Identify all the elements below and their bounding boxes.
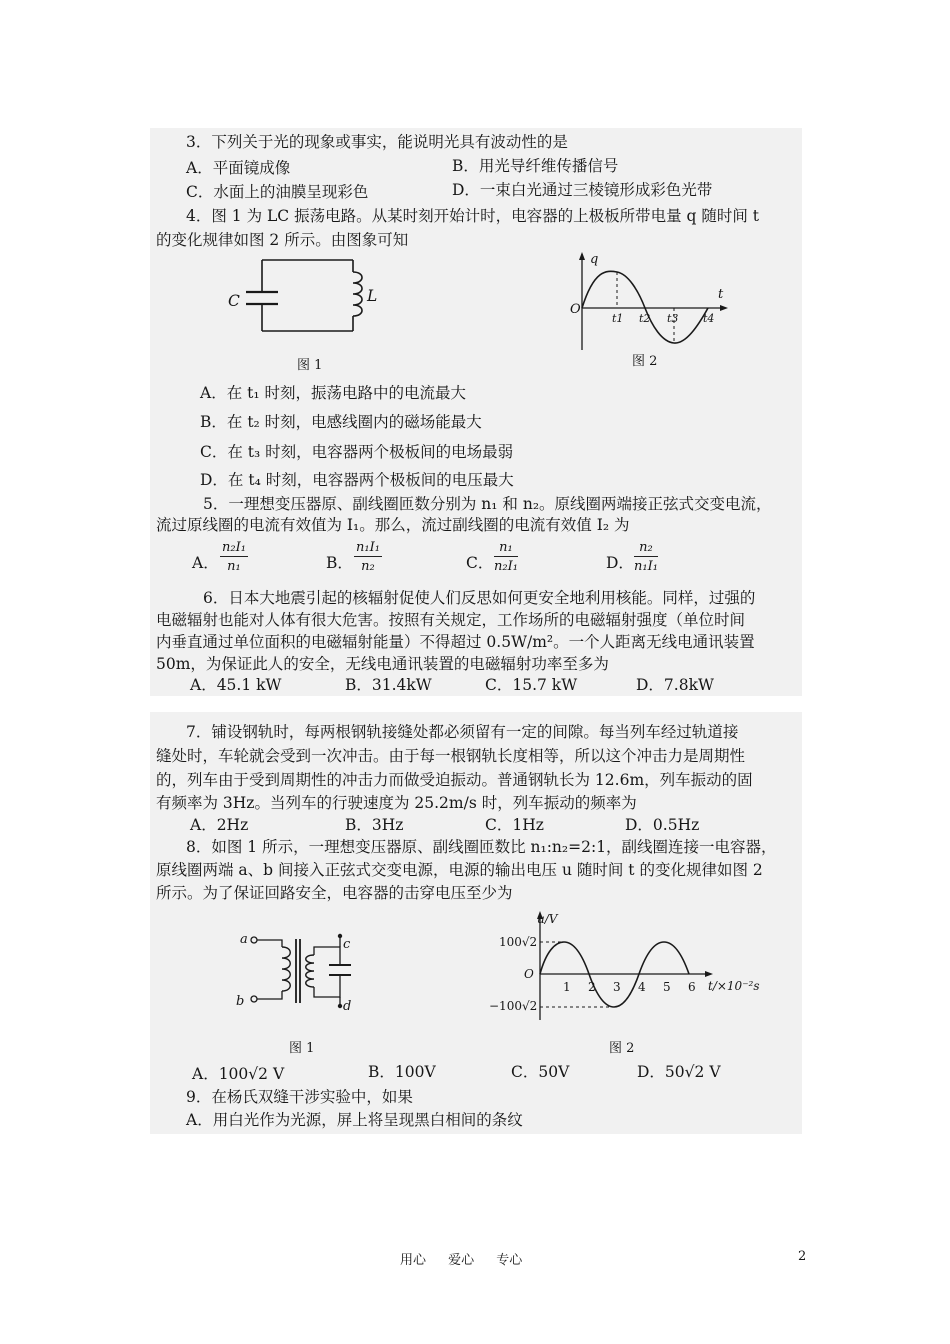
q5-option-a-label: A． — [192, 554, 219, 572]
q9-stem: 9．在杨氏双缝干涉实验中，如果 — [186, 1088, 413, 1106]
q7-option-d: D．0.5Hz — [625, 816, 700, 834]
q3-option-d: D．一束白光通过三棱镜形成彩色光带 — [452, 181, 713, 199]
fig2-q-label: q — [590, 252, 599, 267]
q8-option-d: D．50√2 V — [637, 1063, 721, 1081]
fig2-t3-label: t3 — [667, 312, 679, 325]
q5-d-numerator: n₂ — [634, 540, 658, 557]
q4-fig1-caption: 图 1 — [297, 358, 323, 373]
fig2-t-axis-label: t/×10⁻²s — [708, 979, 760, 993]
q7-stem-line2: 缝处时，车轮就会受到一次冲击。由于每一根钢轨长度相等，所以这个冲击力是周期性 — [156, 747, 746, 765]
q9-option-a: A．用白光作为光源，屏上将呈现黑白相间的条纹 — [186, 1111, 523, 1129]
q8-fig1-caption: 图 1 — [289, 1041, 315, 1056]
q4-option-a: A．在 t₁ 时刻，振荡电路中的电流最大 — [200, 384, 466, 402]
fig2-tick-3: 3 — [613, 980, 621, 994]
q5-stem-line1: 5．一理想变压器原、副线圈匝数分别为 n₁ 和 n₂。原线圈两端接正弦式交变电流， — [203, 495, 772, 513]
q8-stem-line2: 原线圈两端 a、b 间接入正弦式交变电源，电源的输出电压 u 随时间 t 的变化规律如图 2 — [156, 861, 763, 879]
q6-stem-line2: 电磁辐射也能对人体有很大危害。按照有关规定，工作场所的电磁辐射强度（单位时间 — [156, 611, 746, 629]
q5-b-denominator: n₂ — [361, 559, 375, 574]
q5-stem-line2: 流过原线圈的电流有效值为 I₁。那么，流过副线圈的电流有效值 I₂ 为 — [156, 516, 630, 534]
fig1-d-terminal-label: d — [343, 999, 352, 1014]
q8-option-a: A．100√2 V — [192, 1065, 285, 1083]
fig2-tick-2: 2 — [588, 980, 596, 994]
q8-option-c: C．50V — [511, 1063, 570, 1081]
fig2-t4-label: t4 — [703, 312, 715, 325]
fig1-c-label: C — [228, 292, 240, 310]
u-t-graph — [500, 910, 760, 1030]
page-number: 2 — [798, 1249, 807, 1264]
fig1-a-label: a — [240, 932, 248, 947]
q8-option-b: B．100V — [368, 1063, 436, 1081]
fig2-bottom-value-label: −100√2 — [489, 999, 538, 1013]
fig2-t-label: t — [718, 287, 724, 302]
q5-option-c-fraction — [494, 540, 518, 574]
fig2-tick-6: 6 — [688, 980, 696, 994]
q5-b-numerator: n₁I₁ — [356, 540, 380, 555]
q5-a-denominator: n₁ — [227, 559, 241, 574]
q4-option-b: B．在 t₂ 时刻，电感线圈内的磁场能最大 — [200, 413, 482, 431]
q8-fig2-caption: 图 2 — [609, 1041, 635, 1056]
fig1-c-terminal-label: c — [343, 937, 351, 952]
q6-option-d: D．7.8kW — [636, 676, 714, 694]
q5-option-b-label: B． — [326, 554, 353, 572]
q5-option-d-label: D． — [606, 554, 634, 572]
fig2-tick-5: 5 — [663, 980, 671, 994]
q6-stem-line3: 内垂直通过单位面积的电磁辐射能量）不得超过 0.5W/m²。一个人距离无线电通讯装置 — [156, 633, 755, 651]
q3-option-b: B．用光导纤维传播信号 — [452, 157, 619, 175]
q3-stem: 3．下列关于光的现象或事实，能说明光具有波动性的是 — [186, 133, 568, 151]
fig2-t2-label: t2 — [639, 312, 651, 325]
q5-option-b-fraction — [354, 540, 382, 574]
fig2-tick-4: 4 — [638, 980, 646, 994]
q6-option-b: B．31.4kW — [345, 676, 432, 694]
q8-stem-line1: 8．如图 1 所示，一理想变压器原、副线圈匝数比 n₁:n₂=2:1，副线圈连接一电容器， — [186, 838, 777, 856]
q7-option-c: C．1Hz — [485, 816, 544, 834]
fig2-tick-1: 1 — [563, 980, 571, 994]
q6-stem-line4: 50m，为保证此人的安全，无线电通讯装置的电磁辐射功率至多为 — [156, 655, 609, 673]
lc-circuit-diagram — [220, 250, 390, 360]
q4-fig2-caption: 图 2 — [632, 354, 658, 369]
q5-a-numerator: n₂I₁ — [222, 540, 246, 555]
q4-stem-line2: 的变化规律如图 2 所示。由图象可知 — [156, 231, 409, 249]
q6-option-c: C．15.7 kW — [485, 676, 578, 694]
q7-stem-line1: 7．铺设钢轨时，每两根钢轨接缝处都必须留有一定的间隙。每当列车经过轨道接 — [186, 723, 739, 741]
q4-stem-line1: 4．图 1 为 LC 振荡电路。从某时刻开始计时，电容器的上极板所带电量 q 随时间 t — [186, 207, 760, 225]
q5-option-c-label: C． — [466, 554, 494, 572]
q8-stem-line3: 所示。为了保证回路安全，电容器的击穿电压至少为 — [156, 884, 513, 902]
q7-stem-line3: 的，列车由于受到周期性的冲击力而做受迫振动。普通钢轨长为 12.6m，列车振动的固 — [156, 771, 753, 789]
q4-option-c: C．在 t₃ 时刻，电容器两个极板间的电场最弱 — [200, 443, 514, 461]
fig2-u-axis-label: u/V — [537, 912, 558, 926]
q3-option-c: C．水面上的油膜呈现彩色 — [186, 183, 369, 201]
q5-c-denominator: n₂I₁ — [494, 559, 518, 574]
q-t-graph — [560, 250, 740, 360]
q7-stem-line4: 有频率为 3Hz。当列车的行驶速度为 25.2m/s 时，列车振动的频率为 — [156, 794, 637, 812]
fig2-top-value-label: 100√2 — [499, 935, 538, 949]
fig1-l-label: L — [367, 287, 378, 305]
q5-c-numerator: n₁ — [494, 540, 518, 557]
page-footer-motto: 用心 爱心 专心 — [400, 1253, 523, 1268]
q6-stem-line1: 6．日本大地震引起的核辐射促使人们反思如何更安全地利用核能。同样，过强的 — [203, 589, 756, 607]
q3-option-a: A．平面镜成像 — [186, 159, 291, 177]
q7-option-b: B．3Hz — [345, 816, 404, 834]
q5-d-denominator: n₁I₁ — [634, 559, 658, 574]
q5-option-d-fraction — [634, 540, 658, 574]
fig1-b-label: b — [236, 994, 245, 1009]
q5-option-a-fraction — [220, 540, 248, 574]
q7-option-a: A．2Hz — [190, 816, 249, 834]
fig2-origin-label: O — [570, 302, 581, 317]
fig2-t1-label: t1 — [612, 312, 624, 325]
q6-option-a: A．45.1 kW — [190, 676, 282, 694]
q4-option-d: D．在 t₄ 时刻，电容器两个极板间的电压最大 — [200, 471, 514, 489]
fig2-u-origin-label: O — [524, 967, 534, 981]
